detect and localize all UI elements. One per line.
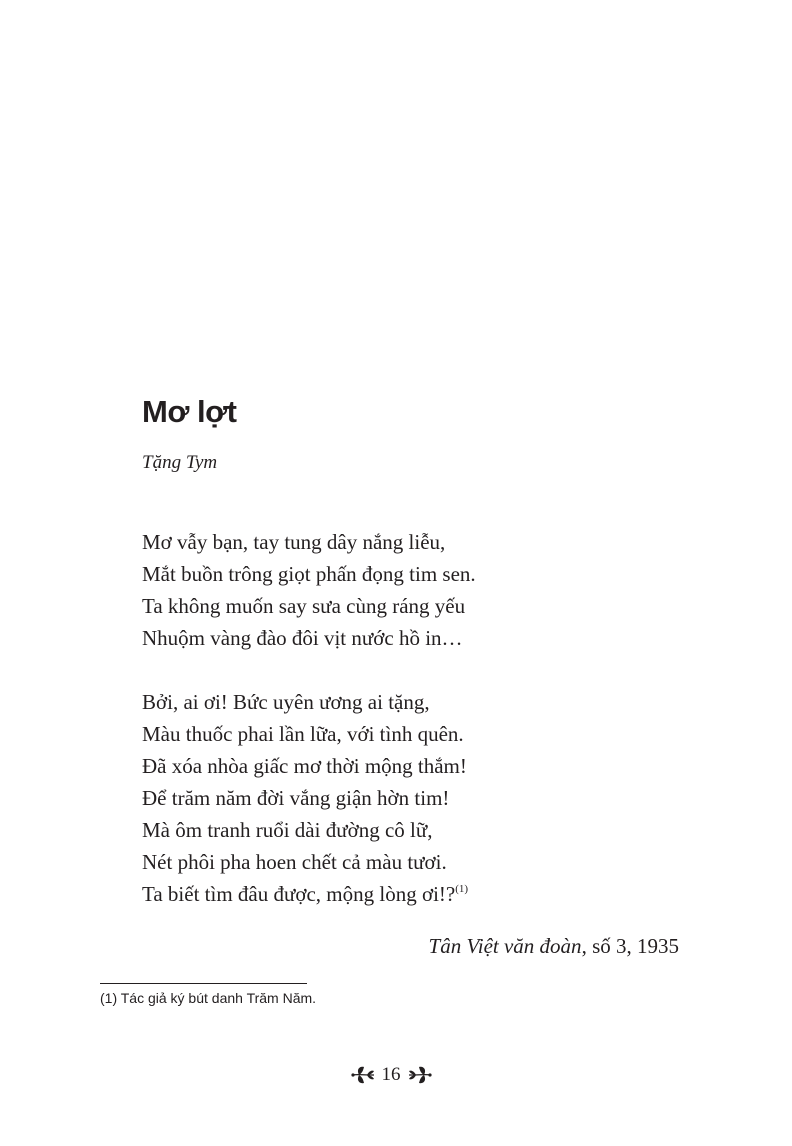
poem-line: Đã xóa nhòa giấc mơ thời mộng thắm! bbox=[142, 754, 467, 778]
poem-line-last bbox=[142, 878, 468, 910]
page-footer bbox=[346, 1061, 436, 1089]
poem-line: Nhuộm vàng đào đôi vịt nước hồ in… bbox=[142, 626, 463, 650]
floral-ornament-left-icon bbox=[350, 1065, 376, 1085]
source-issue: , số 3, 1935 bbox=[581, 934, 679, 958]
poem-line: Nét phôi pha hoen chết cả màu tươi. bbox=[142, 850, 447, 874]
stanza-2 bbox=[142, 686, 468, 910]
poem-dedication: Tặng Tym bbox=[142, 452, 218, 473]
poem-line: Để trăm năm đời vắng giận hờn tim! bbox=[142, 786, 450, 810]
source-publication: Tân Việt văn đoàn bbox=[428, 934, 582, 958]
footnote-divider bbox=[100, 983, 307, 984]
page-number: 16 bbox=[381, 1064, 401, 1085]
footnote-reference[interactable]: (1) bbox=[455, 883, 469, 895]
poem-line-text: Ta biết tìm đâu được, mộng lòng ơi!? bbox=[142, 882, 456, 906]
poem-line: Ta không muốn say sưa cùng ráng yếu bbox=[142, 594, 466, 618]
floral-ornament-right-icon bbox=[407, 1065, 433, 1085]
poem-line: Màu thuốc phai lần lữa, với tình quên. bbox=[142, 722, 464, 746]
poem-source bbox=[429, 930, 679, 962]
poem-line: Mơ vẫy bạn, tay tung dây nắng liễu, bbox=[142, 530, 446, 554]
poem-line: Mắt buồn trông giọt phấn đọng tim sen. bbox=[142, 562, 476, 586]
poem-title: Mơ lợt bbox=[142, 394, 237, 429]
footnote-text: (1) Tác giả ký bút danh Trăm Năm. bbox=[100, 990, 317, 1006]
poem-line: Mà ôm tranh ruổi dài đường cô lữ, bbox=[142, 818, 433, 842]
poem-line: Bởi, ai ơi! Bức uyên ương ai tặng, bbox=[142, 690, 430, 714]
stanza-1 bbox=[142, 526, 476, 654]
